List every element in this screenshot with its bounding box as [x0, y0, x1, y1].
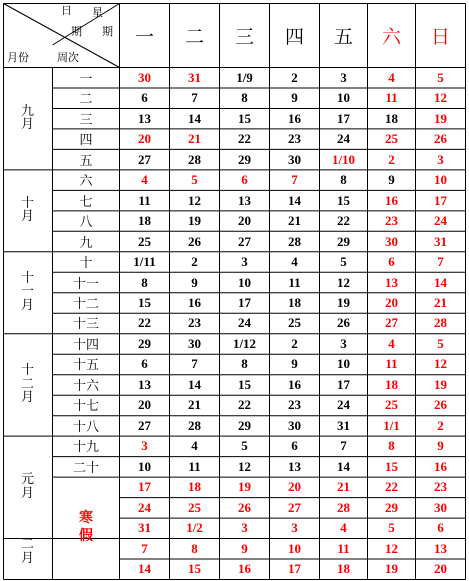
date-cell: 17: [434, 192, 447, 208]
date-cell: 23: [188, 315, 201, 331]
date-cell: 3: [141, 438, 148, 454]
date-cell: 3: [340, 335, 347, 351]
date-cell: 1/12: [232, 335, 257, 351]
date-cell: 9: [291, 90, 298, 106]
date-cell: 23: [434, 479, 447, 495]
date-cell: 5: [388, 520, 395, 536]
date-cell: 23: [288, 397, 301, 413]
date-cell: 18: [288, 295, 301, 311]
date-cell: 16: [288, 110, 301, 126]
date-cell: 12: [238, 458, 251, 474]
date-cell: 3: [437, 151, 444, 167]
date-cell: 7: [291, 172, 298, 188]
date-cell: 2: [388, 151, 395, 167]
date-cell: 10: [238, 274, 251, 290]
week-number-label: 一: [79, 71, 93, 87]
date-cell: 20: [138, 131, 151, 147]
date-cell: 21: [337, 479, 350, 495]
date-cell: 22: [238, 397, 251, 413]
date-cell: 23: [288, 131, 301, 147]
week-number-label: 九: [79, 235, 93, 251]
corner-label-month: 月份: [7, 51, 29, 64]
date-cell: 10: [337, 356, 350, 372]
date-cell: 14: [138, 561, 151, 577]
date-cell: 24: [337, 397, 350, 413]
date-cell: 9: [191, 274, 198, 290]
week-number-label: 十五: [72, 358, 99, 374]
date-cell: 19: [385, 561, 398, 577]
date-cell: 30: [288, 151, 301, 167]
date-cell: 13: [138, 110, 151, 126]
date-cell: 8: [388, 438, 395, 454]
date-cell: 11: [138, 192, 151, 208]
week-number-label: 四: [79, 133, 93, 149]
date-cell: 18: [188, 479, 201, 495]
date-cell: 29: [238, 151, 251, 167]
date-cell: 2: [191, 254, 198, 270]
corner-label-ri: 日: [61, 4, 72, 17]
date-cell: 15: [188, 561, 201, 577]
date-cell: 28: [434, 315, 447, 331]
month-label: 十 一 月: [20, 270, 34, 314]
date-cell: 16: [288, 376, 301, 392]
date-cell: 14: [188, 110, 201, 126]
date-cell: 28: [188, 417, 201, 433]
date-cell: 30: [288, 417, 301, 433]
date-cell: 24: [337, 131, 350, 147]
date-cell: 13: [385, 274, 398, 290]
date-cell: 3: [340, 69, 347, 85]
date-cell: 17: [138, 479, 151, 495]
date-cell: 30: [385, 233, 398, 249]
date-cell: 12: [385, 540, 398, 556]
date-cell: 26: [434, 131, 447, 147]
date-cell: 27: [138, 151, 151, 167]
week-number-label: 七: [79, 194, 93, 210]
date-cell: 26: [337, 315, 350, 331]
date-cell: 27: [385, 315, 398, 331]
date-cell: 19: [434, 110, 447, 126]
corner-label-qi: 期: [71, 25, 82, 38]
date-cell: 5: [241, 438, 248, 454]
date-cell: 28: [337, 499, 350, 515]
date-cell: 29: [138, 335, 151, 351]
date-cell: 1/9: [236, 69, 253, 85]
week-number-label: 十三: [72, 317, 99, 333]
date-cell: 13: [138, 376, 151, 392]
weekday-header: 四: [284, 25, 304, 48]
date-cell: 12: [337, 274, 350, 290]
date-cell: 10: [434, 172, 447, 188]
date-cell: 10: [337, 90, 350, 106]
date-cell: 24: [238, 315, 251, 331]
date-cell: 18: [138, 213, 151, 229]
date-cell: 16: [385, 192, 398, 208]
weekday-header: 日: [430, 25, 450, 48]
date-cell: 3: [291, 520, 298, 536]
month-label: 十 月: [20, 195, 34, 225]
date-cell: 7: [191, 356, 198, 372]
date-cell: 8: [340, 172, 347, 188]
date-cell: 18: [385, 110, 398, 126]
date-cell: 16: [238, 561, 251, 577]
date-cell: 9: [291, 356, 298, 372]
date-cell: 18: [385, 376, 398, 392]
date-cell: 17: [337, 110, 350, 126]
date-cell: 21: [188, 397, 201, 413]
date-cell: 15: [238, 110, 251, 126]
week-number-label: 十: [79, 256, 93, 272]
week-number-label: 十二: [72, 297, 99, 313]
date-cell: 14: [188, 376, 201, 392]
date-cell: 25: [385, 397, 398, 413]
date-cell: 15: [385, 458, 398, 474]
date-cell: 17: [288, 561, 301, 577]
date-cell: 29: [337, 233, 350, 249]
date-cell: 11: [188, 458, 201, 474]
date-cell: 22: [385, 479, 398, 495]
date-cell: 2: [437, 417, 444, 433]
date-cell: 21: [188, 131, 201, 147]
week-number-label: 十八: [72, 419, 99, 435]
date-cell: 7: [340, 438, 347, 454]
date-cell: 25: [385, 131, 398, 147]
date-cell: 12: [434, 356, 447, 372]
date-cell: 1/10: [331, 151, 356, 167]
date-cell: 5: [191, 172, 198, 188]
date-cell: 25: [188, 499, 201, 515]
date-cell: 16: [188, 295, 201, 311]
date-cell: 16: [434, 458, 447, 474]
date-cell: 5: [437, 69, 444, 85]
date-cell: 4: [340, 520, 347, 536]
date-cell: 23: [385, 213, 398, 229]
date-cell: 14: [288, 192, 301, 208]
month-label: 二 月: [20, 537, 34, 566]
date-cell: 25: [138, 233, 151, 249]
table-cells: [3, 3, 466, 580]
date-cell: 31: [188, 69, 201, 85]
date-cell: 7: [437, 254, 444, 270]
date-cell: 13: [288, 458, 301, 474]
date-cell: 26: [238, 499, 251, 515]
date-cell: 20: [138, 397, 151, 413]
date-cell: 27: [288, 499, 301, 515]
week-number-label: 十七: [72, 399, 99, 415]
date-cell: 30: [434, 499, 447, 515]
date-cell: 8: [141, 274, 148, 290]
date-cell: 11: [385, 356, 398, 372]
date-cell: 20: [288, 479, 301, 495]
date-cell: 29: [238, 417, 251, 433]
week-number-label: 三: [79, 112, 93, 128]
weekday-header: 二: [184, 25, 204, 48]
date-cell: 14: [337, 458, 350, 474]
school-calendar-table: [3, 3, 466, 580]
date-cell: 6: [241, 172, 248, 188]
date-cell: 20: [238, 213, 251, 229]
date-cell: 3: [241, 254, 248, 270]
date-cell: 4: [291, 254, 298, 270]
week-number-label: 十四: [72, 337, 99, 353]
week-number-label: 五: [79, 153, 93, 169]
date-cell: 20: [434, 561, 447, 577]
date-cell: 28: [188, 151, 201, 167]
date-cell: 15: [138, 295, 151, 311]
date-cell: 20: [385, 295, 398, 311]
date-cell: 4: [141, 172, 148, 188]
week-number-label: 二: [79, 92, 93, 108]
date-cell: 9: [388, 172, 395, 188]
date-cell: 19: [238, 479, 251, 495]
date-cell: 4: [388, 335, 395, 351]
week-number-label: 八: [79, 215, 93, 231]
date-cell: 17: [337, 376, 350, 392]
date-cell: 19: [188, 213, 201, 229]
date-cell: 31: [138, 520, 151, 536]
date-cell: 11: [337, 540, 350, 556]
date-cell: 6: [388, 254, 395, 270]
date-cell: 21: [434, 295, 447, 311]
date-cell: 9: [437, 438, 444, 454]
date-cell: 5: [340, 254, 347, 270]
date-cell: 14: [434, 274, 447, 290]
week-number-label: 六: [79, 174, 93, 190]
date-cell: 27: [238, 233, 251, 249]
date-cell: 11: [288, 274, 301, 290]
date-cell: 6: [141, 356, 148, 372]
date-cell: 10: [138, 458, 151, 474]
date-cell: 4: [388, 69, 395, 85]
date-cell: 18: [337, 561, 350, 577]
date-cell: 31: [434, 233, 447, 249]
date-cell: 19: [337, 295, 350, 311]
month-label: 十 二 月: [20, 362, 34, 406]
weekday-header: 一: [134, 25, 154, 48]
date-cell: 5: [437, 335, 444, 351]
date-cell: 6: [437, 520, 444, 536]
date-cell: 22: [337, 213, 350, 229]
date-cell: 3: [241, 520, 248, 536]
date-cell: 11: [385, 90, 398, 106]
date-cell: 8: [241, 90, 248, 106]
date-cell: 4: [191, 438, 198, 454]
date-cell: 12: [434, 90, 447, 106]
weekday-header: 六: [381, 25, 401, 48]
weekday-header: 五: [333, 25, 353, 48]
date-cell: 1/2: [186, 520, 203, 536]
date-cell: 30: [188, 335, 201, 351]
week-number-label: 十六: [72, 378, 99, 394]
date-cell: 2: [291, 69, 298, 85]
date-cell: 6: [141, 90, 148, 106]
date-cell: 24: [434, 213, 447, 229]
weekday-header: 三: [234, 25, 254, 48]
date-cell: 25: [288, 315, 301, 331]
date-cell: 17: [238, 295, 251, 311]
date-cell: 6: [291, 438, 298, 454]
week-number-label: 十九: [72, 440, 99, 456]
date-cell: 9: [241, 540, 248, 556]
corner-label-week: 周次: [57, 51, 79, 64]
date-cell: 1/11: [133, 254, 156, 270]
date-cell: 28: [288, 233, 301, 249]
date-cell: 15: [337, 192, 350, 208]
date-cell: 26: [188, 233, 201, 249]
week-number-label: 二十: [72, 460, 99, 476]
date-cell: 13: [238, 192, 251, 208]
date-cell: 21: [288, 213, 301, 229]
corner-label-qi-2: 期: [102, 25, 113, 38]
date-cell: 8: [241, 356, 248, 372]
date-cell: 22: [138, 315, 151, 331]
date-cell: 13: [434, 540, 447, 556]
date-cell: 10: [288, 540, 301, 556]
corner-label-xing: 星: [92, 6, 103, 19]
date-cell: 19: [434, 376, 447, 392]
date-cell: 24: [138, 499, 151, 515]
date-cell: 7: [141, 540, 148, 556]
date-cell: 30: [138, 69, 151, 85]
date-cell: 12: [188, 192, 201, 208]
date-cell: 8: [191, 540, 198, 556]
winter-vacation-label: 寒 假: [79, 510, 93, 544]
date-cell: 7: [191, 90, 198, 106]
date-cell: 2: [291, 335, 298, 351]
date-cell: 15: [238, 376, 251, 392]
month-label: 九 月: [20, 103, 34, 133]
date-cell: 22: [238, 131, 251, 147]
date-cell: 31: [337, 417, 350, 433]
date-cell: 26: [434, 397, 447, 413]
date-cell: 29: [385, 499, 398, 515]
date-cell: 1/1: [383, 417, 400, 433]
month-label: 元 月: [20, 472, 34, 501]
date-cell: 27: [138, 417, 151, 433]
week-number-label: 十一: [72, 276, 99, 292]
